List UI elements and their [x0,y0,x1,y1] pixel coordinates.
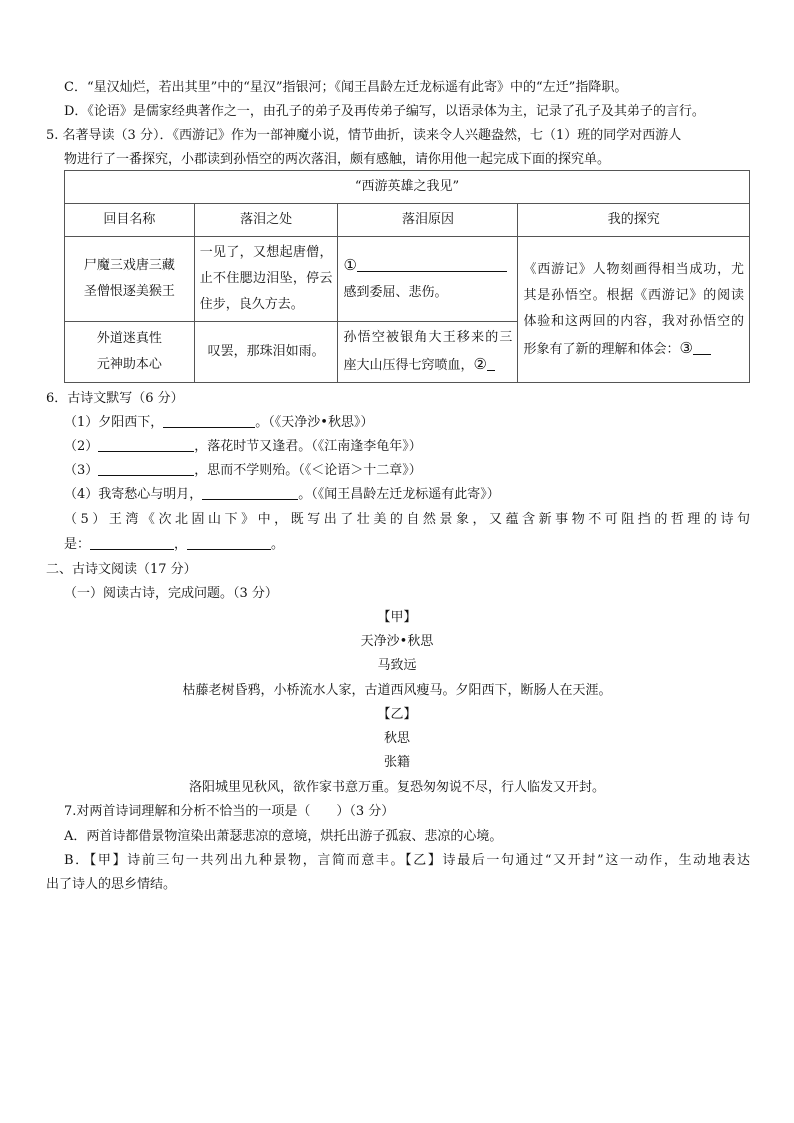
section-2-title: 二、古诗文阅读（17 分） [46,562,197,577]
table-row [65,237,750,322]
q6-item-3 [64,461,422,481]
q6-5-comma: ， [174,537,188,552]
q6-2-suffix: ，落花时节又逢君。（《江南逢李龟年》） [194,439,422,454]
q6-5-prefix: 是： [64,537,91,552]
where-cell-2: 叹罢，那珠泪如雨。 [194,322,338,383]
q7-option-a: A．两首诗都借景物渲染出萧瑟悲凉的意境，烘托出游子孤寂、悲凉的心境。 [64,829,503,844]
q6-5-period: 。 [271,537,285,552]
chapter-line: 尸魔三戏唐三藏 [83,258,175,273]
q7-option-b-line2: 出了诗人的思乡情结。 [46,877,177,892]
q7-stem: 7.对两首诗词理解和分析不恰当的一项是（ ）（3 分） [64,804,395,819]
answer-blank-2[interactable] [487,356,495,371]
q6-title: 6．古诗文默写（6 分） [46,391,184,406]
exploration-table [64,170,750,383]
q4-option-c: C．“星汉灿烂，若出其里”中的“星汉”指银河；《闻王昌龄左迁龙标遥有此寄》中的“左迁”指降职。 [64,80,628,95]
q6-4-prefix: （4）我寄愁心与明月， [64,487,203,502]
chapter-line: 元神助本心 [96,357,162,372]
blank-6-5b[interactable] [187,535,271,550]
reason-cell-2 [338,322,518,383]
poem-a-tag: 【甲】 [377,610,417,625]
q6-3-suffix: ，思而不学则殆。（《＜论语＞十二章》） [194,463,422,478]
poem-b-tag: 【乙】 [377,707,417,722]
poem-b-title: 秋思 [383,731,410,746]
reason-text-1: 感到委屈、悲伤。 [343,285,448,300]
q6-item-5: （5）王湾《次北固山下》中，既写出了壮美的自然景象，又蕴含新事物不可阻挡的哲理的诗句 [64,512,750,527]
header-where: 落泪之处 [194,204,338,237]
header-chapter: 回目名称 [65,204,195,237]
chapter-line: 外道迷真性 [96,331,162,346]
explore-text: 《西游记》人物刻画得相当成功，尤其是孙悟空。根据《西游记》的阅读体验和这两回的内容，我对孙悟空的形象有了新的理解和体会： [523,261,744,357]
q6-item-1 [64,413,373,433]
where-cell-1: 一见了，又想起唐僧，止不住腮边泪坠，停云住步，良久方去。 [194,237,338,322]
blank-6-5a[interactable] [90,535,174,550]
q5-stem-line1: 5. 名著导读（3 分）．《西游记》作为一部神魔小说，情节曲折，读来令人兴趣盎然，七（1）班的同学对西游人 [46,128,682,143]
q6-item-5-answer [64,535,284,555]
blank-6-3[interactable] [98,461,194,476]
q6-3-prefix: （3） [64,463,99,478]
section-2-sub: （一）阅读古诗，完成问题。（3 分） [64,586,278,601]
q5-stem-line2: 物进行了一番探究，小郡读到孙悟空的两次落泪，颇有感触，请你用他一起完成下面的探究单。 [64,152,611,167]
q7-option-b-line1: B．【甲】诗前三句一共列出九种景物，言简而意丰。【乙】诗最后一句通过“又开封”这一动作，生动地表达 [64,853,750,868]
table-title: “西游英雄之我见” [65,171,750,204]
explore-cell [518,237,750,383]
chapter-cell-1 [65,237,195,322]
answer-blank-1[interactable] [357,257,507,272]
q4-option-d: D．《论语》是儒家经典著作之一，由孔子的弟子及再传弟子编写，以语录体为主，记录了孔子及其弟子的言行。 [64,104,705,119]
blank-6-1[interactable] [163,413,255,428]
reason-cell-1 [338,237,518,322]
poem-a-text: 枯藤老树昏鸦，小桥流水人家，古道西风瘦马。夕阳西下，断肠人在天涯。 [182,683,612,698]
header-explore: 我的探究 [518,204,750,237]
q6-item-2 [64,437,422,457]
q6-1-suffix: 。（《天净沙•秋思》） [255,415,374,430]
answer-blank-3[interactable] [693,340,711,355]
q6-4-suffix: 。（《闻王昌龄左迁龙标遥有此寄》） [298,487,500,502]
chapter-line: 圣僧恨逐美猴王 [83,284,175,299]
q6-item-4 [64,485,500,505]
marker-2: ② [473,355,487,373]
blank-6-2[interactable] [98,437,194,452]
q6-2-prefix: （2） [64,439,99,454]
poem-b-text: 洛阳城里见秋风，欲作家书意万重。复恐匆匆说不尽，行人临发又开封。 [188,780,605,795]
poem-a-title: 天净沙•秋思 [360,634,434,649]
q6-1-prefix: （1）夕阳西下， [64,415,164,430]
marker-1: ① [343,256,357,274]
poem-a-author: 马致远 [377,658,417,673]
chapter-cell-2 [65,322,195,383]
marker-3: ③ [679,338,693,357]
blank-6-4[interactable] [202,485,298,500]
reason-text-2: 孙悟空被银角大王移来的三座大山压得七窍喷血， [343,330,513,373]
header-reason: 落泪原因 [338,204,518,237]
poem-b-author: 张籍 [383,755,410,770]
